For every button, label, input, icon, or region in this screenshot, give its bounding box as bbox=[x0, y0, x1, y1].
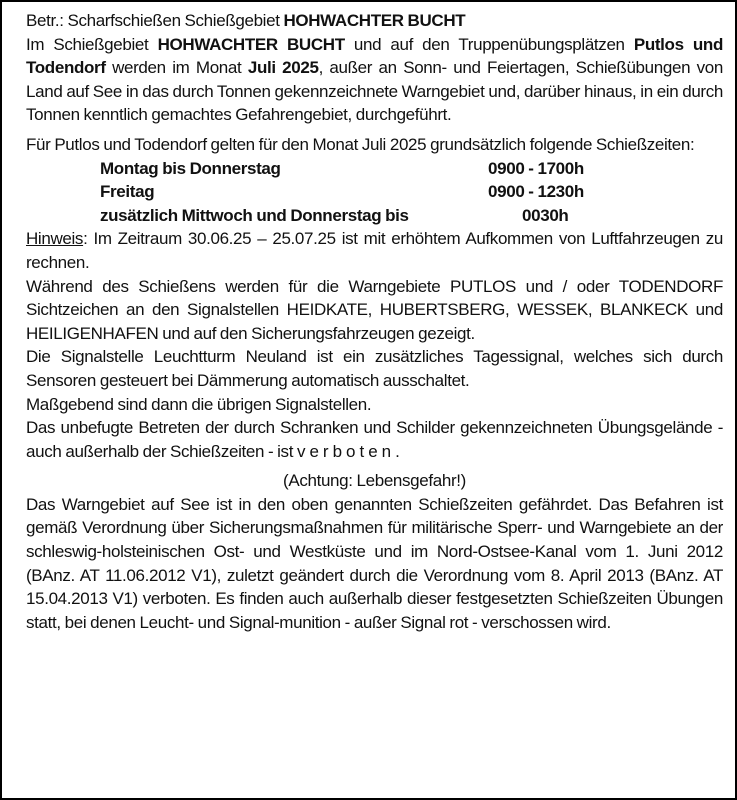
sea-paragraph: Das Warngebiet auf See ist in den oben genannten Schießzeiten gefährdet. Das Befahren ist gemäß Verordnung über Sicherungsmaßnahmen für militärische Sperr- und Warngebiete an der schleswig-holsteinischen Ost- und Westküste und im Nord-Ostsee-Kanal vom 1. Juni 2012 (BAnz. AT 11.06.2012 V1), zuletzt geändert durch die Verordnung vom 8. April 2013 (BAnz. AT 15.04.2013 V1) verboten. Es finden auch außerhalb dieser festgesetzten Schießzeiten Übungen statt, bei denen Leucht- und Signal-munition - außer Signal rot - verschossen wird. bbox=[26, 494, 723, 632]
intro-month: Juli 2025 bbox=[247, 58, 319, 78]
prohibition-end: . bbox=[395, 441, 400, 461]
prohibition-word: verboten bbox=[296, 441, 396, 461]
prohibition-text: Das unbefugte Betreten der durch Schranken und Schilder gekennzeichneten Übungsgelände - auch außerhalb der Schießzeiten - ist bbox=[26, 418, 723, 461]
signals-paragraph: Während des Schießens werden für die Warngebiete PUTLOS und / oder TODENDORF Sichtzeichen an den Signalstellen HEIDKATE, HUBERTSBERG, WESSEK, BLANKECK und HEILIGENHAFEN und auf den Sicherungsfahrzeugen gezeigt. bbox=[26, 276, 723, 343]
intro-places: Putlos und Todendorf bbox=[26, 34, 723, 78]
intro-text-3: werden im Monat bbox=[105, 58, 248, 78]
schedule-hours: 0900 - 1230h bbox=[488, 182, 584, 202]
decisive-paragraph: Maßgebend sind dann die übrigen Signalstellen. bbox=[26, 394, 372, 414]
intro-paragraph bbox=[26, 33, 723, 127]
schedule-row bbox=[100, 180, 723, 204]
danger-warning: (Achtung: Lebensgefahr!) bbox=[283, 471, 466, 491]
schedule-table bbox=[100, 157, 723, 228]
schedule-day: Montag bis Donnerstag bbox=[100, 158, 281, 178]
prohibition-paragraph bbox=[26, 416, 723, 463]
schedule-day: zusätzlich Mittwoch und Donnerstag bis bbox=[100, 205, 409, 225]
intro-text-2: und auf den Truppenübungsplätzen bbox=[344, 34, 634, 54]
schedule-row bbox=[100, 157, 723, 181]
subject-area: HOHWACHTER BUCHT bbox=[283, 11, 466, 30]
schedule-intro: Für Putlos und Todendorf gelten für den Monat Juli 2025 grundsätzlich folgende Schießzeiten: bbox=[26, 134, 695, 154]
hint-paragraph bbox=[26, 227, 723, 274]
lighthouse-paragraph: Die Signalstelle Leuchtturm Neuland ist ein zusätzliches Tagessignal, welches sich durch Sensoren gesteuert bei Dämmerung automatisch ausschaltet. bbox=[26, 347, 723, 390]
schedule-hours: 0030h bbox=[522, 205, 569, 225]
hint-text: : Im Zeitraum 30.06.25 – 25.07.25 ist mit erhöhtem Aufkommen von Luftfahrzeugen zu rechnen. bbox=[26, 229, 723, 272]
hint-label: Hinweis bbox=[26, 229, 84, 249]
subject-line bbox=[26, 9, 723, 33]
schedule-hours: 0900 - 1700h bbox=[488, 158, 584, 178]
subject-prefix: Betr.: Scharfschießen Schießgebiet bbox=[26, 11, 284, 30]
intro-text-1: Im Schießgebiet bbox=[26, 34, 158, 54]
schedule-day: Freitag bbox=[100, 182, 155, 202]
schedule-row bbox=[100, 204, 723, 228]
intro-area: HOHWACHTER BUCHT bbox=[157, 34, 345, 54]
intro-text-4: , außer an Sonn- und Feiertagen, Schießübungen von Land auf See in das durch Tonnen gekennzeichnete Warngebiet und, darüber hinaus, in ein durch Tonnen kenntlich gemachtes Gefahrengebiet, durchgeführt. bbox=[26, 58, 723, 125]
